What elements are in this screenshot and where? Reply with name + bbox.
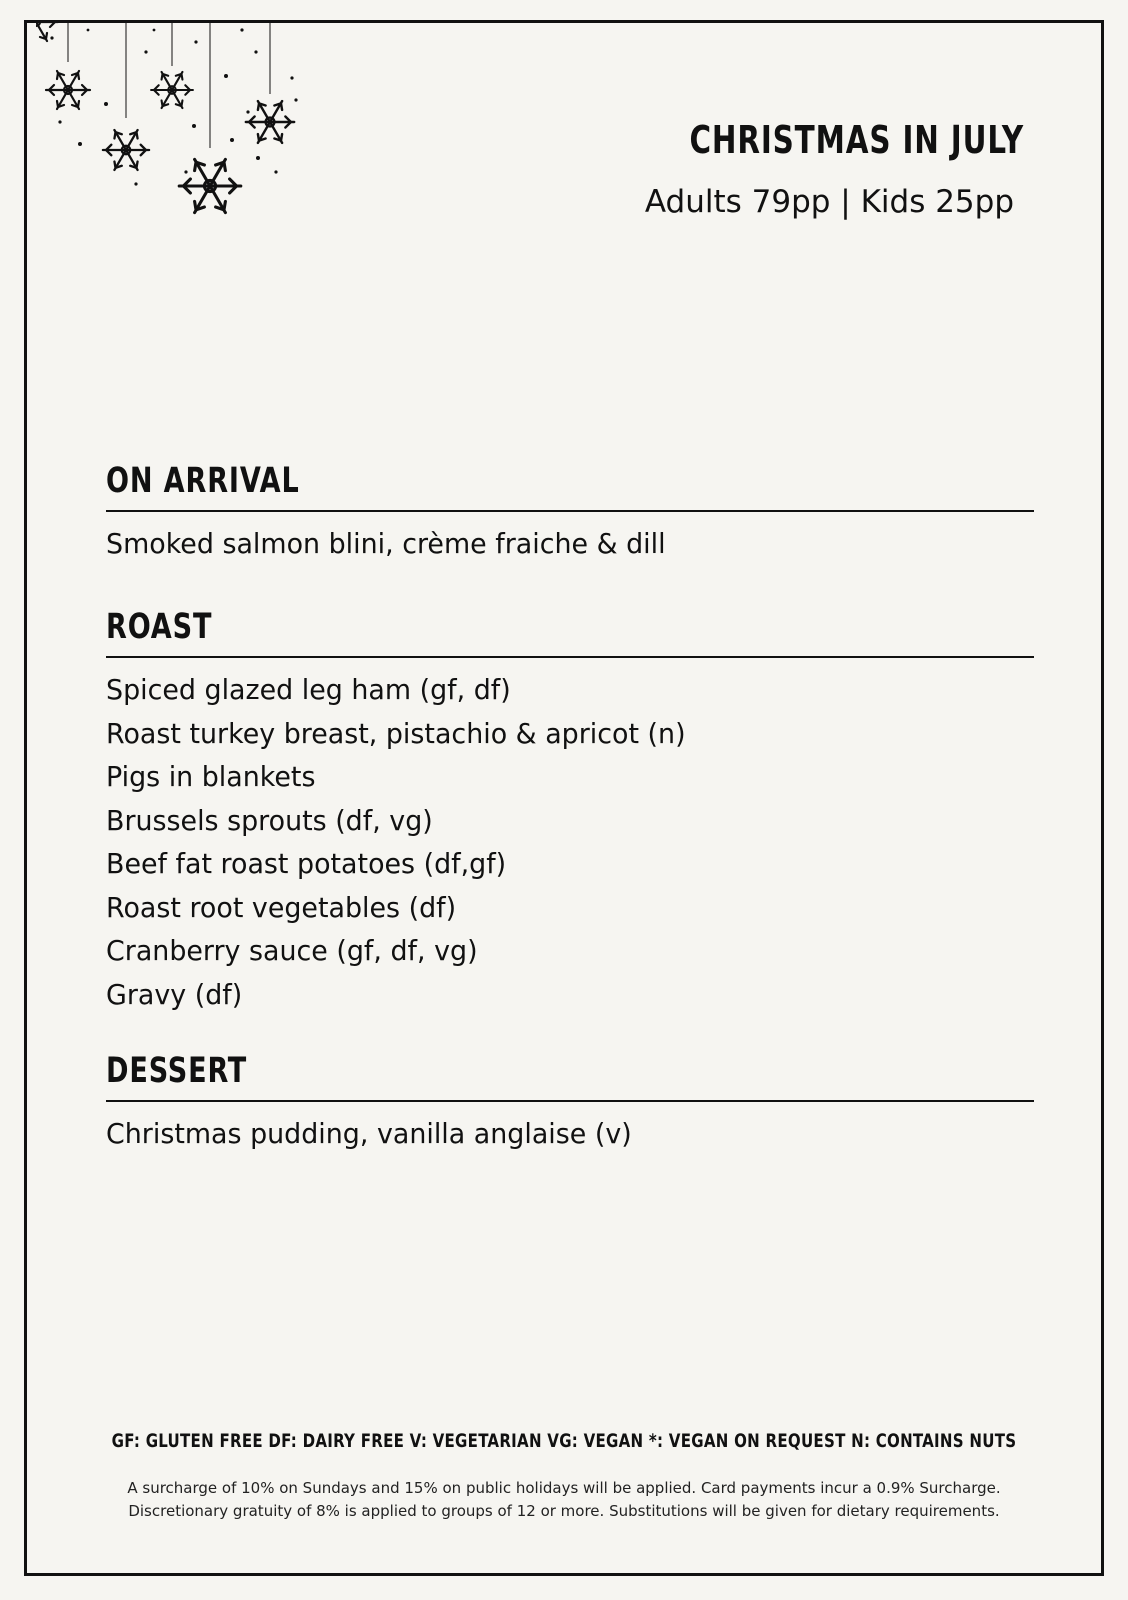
- footnote-line: A surcharge of 10% on Sundays and 15% on public holidays will be applied. Card payments incur a 0.9% Surcharge.: [127, 1479, 1001, 1497]
- menu-item-list: [106, 668, 1036, 1016]
- menu-item: Roast root vegetables (df): [106, 890, 457, 924]
- menu-item: Pigs in blankets: [106, 760, 316, 793]
- footnote: [0, 1477, 1128, 1523]
- menu-item: Brussels sprouts (df, vg): [106, 803, 433, 837]
- section-divider: [106, 1100, 1034, 1102]
- section-heading: ROAST: [106, 607, 213, 647]
- section-heading: DESSERT: [106, 1051, 248, 1091]
- section-roast: [106, 604, 1036, 1016]
- dietary-legend: GF: GLUTEN FREE DF: DAIRY FREE V: VEGETARIAN VG: VEGAN *: VEGAN ON REQUEST N: CONTAINS NUTS: [111, 1430, 1017, 1452]
- menu-title: CHRISTMAS IN JULY: [689, 118, 1024, 162]
- section-divider: [106, 510, 1034, 512]
- section-dessert: [106, 1048, 1036, 1156]
- section-divider: [106, 656, 1034, 658]
- menu-prices: Adults 79pp | Kids 25pp: [644, 184, 1014, 220]
- menu-item: Christmas pudding, vanilla anglaise (v): [106, 1117, 632, 1150]
- footnote-line: Discretionary gratuity of 8% is applied to groups of 12 or more. Substitutions will be given for dietary requirements.: [128, 1502, 1000, 1520]
- menu-item-list: [106, 1112, 1036, 1156]
- menu-item-list: [106, 522, 1036, 566]
- menu-item: Gravy (df): [106, 977, 243, 1011]
- menu-item: Roast turkey breast, pistachio & apricot (n): [106, 716, 686, 750]
- menu-item: Beef fat roast potatoes (df,gf): [106, 847, 507, 880]
- menu-item: Spiced glazed leg ham (gf, df): [106, 673, 511, 706]
- menu-item: Smoked salmon blini, crème fraiche & dill: [106, 527, 666, 560]
- section-on-arrival: [106, 458, 1036, 566]
- menu-item: Cranberry sauce (gf, df, vg): [106, 934, 478, 967]
- section-heading: ON ARRIVAL: [106, 461, 300, 501]
- hanging-snowflakes-icon: [36, 22, 316, 232]
